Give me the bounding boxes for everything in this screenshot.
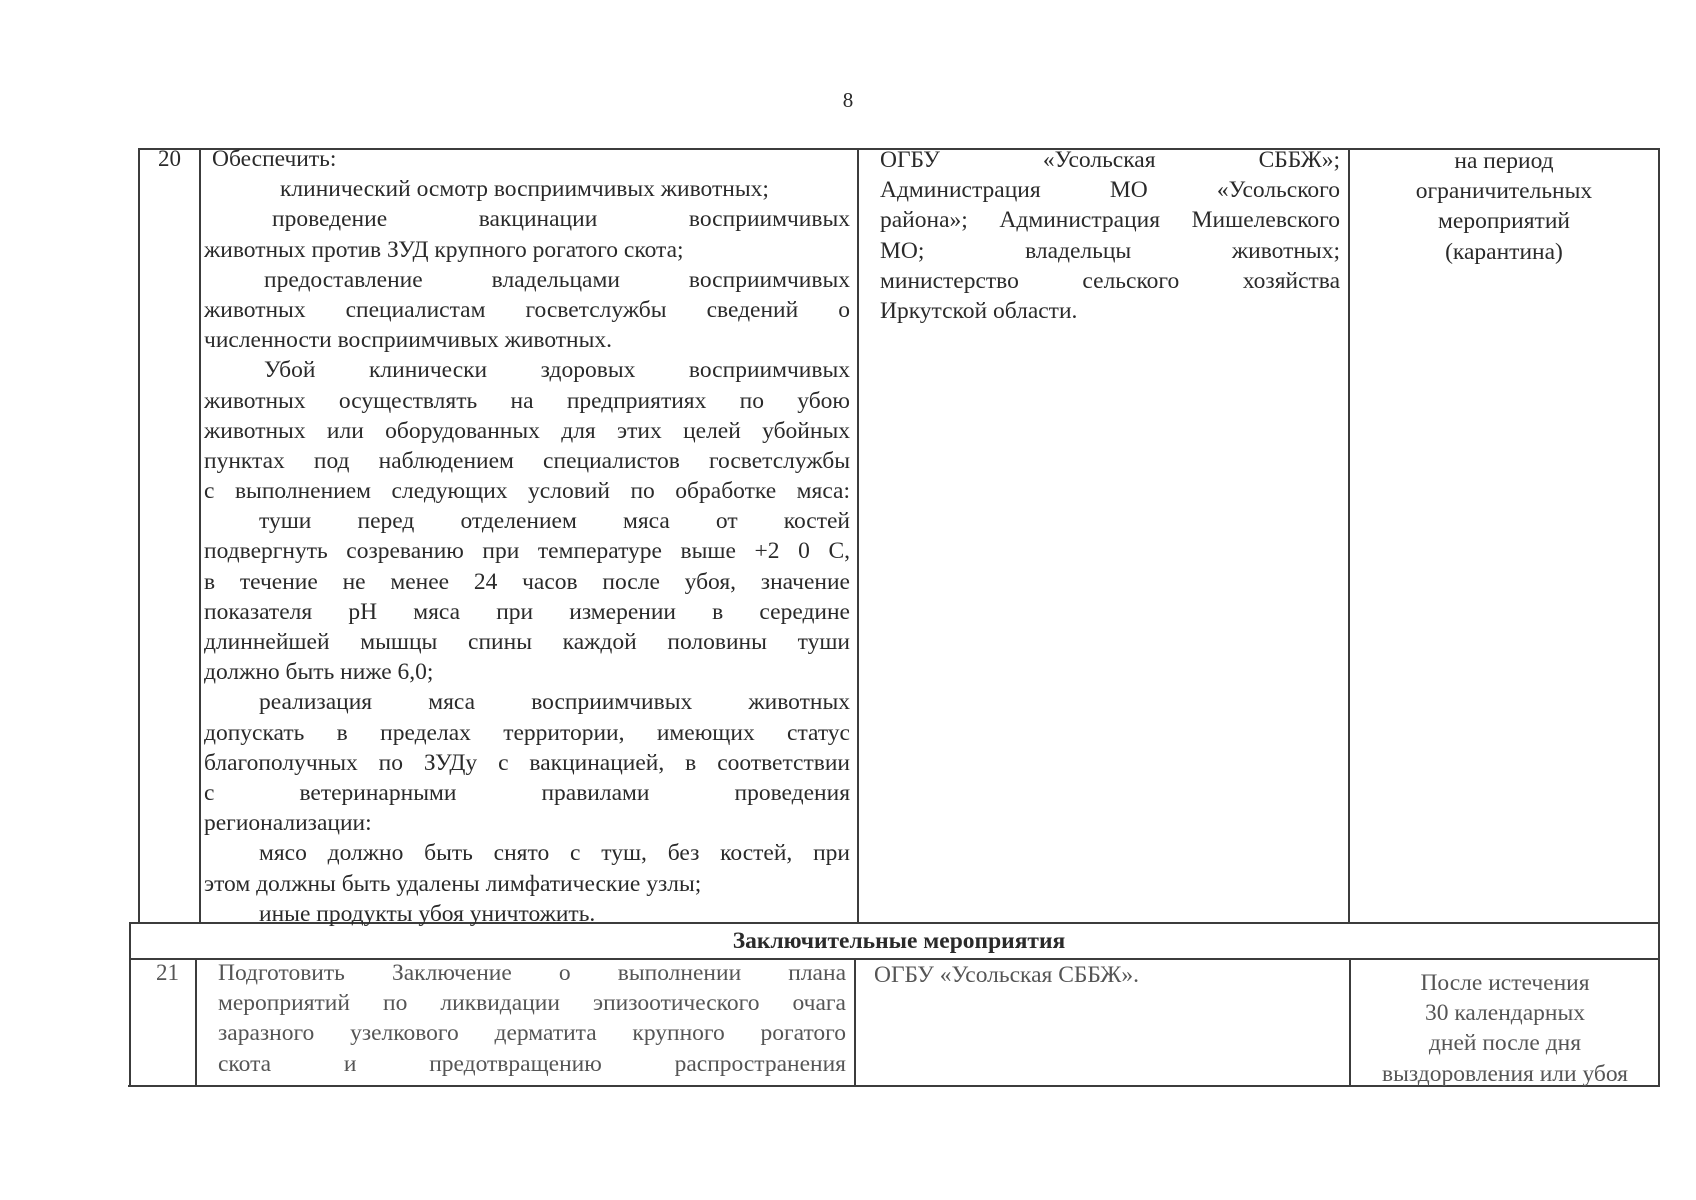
- measures-line: регионализации:: [204, 810, 372, 837]
- deadline-line: мероприятий: [1438, 208, 1570, 235]
- column-divider-responsible-lower: [1349, 958, 1351, 1086]
- measures-line: в течение не менее 24 часов после убоя, значение: [204, 568, 850, 595]
- measures-line: пунктах под наблюдением специалистов госветслужбы: [204, 447, 850, 474]
- measures-line: предоставление владельцами восприимчивых: [264, 266, 850, 293]
- page-number: 8: [842, 88, 854, 112]
- responsible-cell: [874, 960, 1334, 990]
- column-divider-responsible: [1348, 148, 1350, 922]
- deadline-cell: [1352, 146, 1656, 267]
- measures-line: численности восприимчивых животных.: [204, 327, 613, 354]
- deadline-line: 30 календарных: [1424, 1000, 1586, 1027]
- measures-line: допускать в пределах территории, имеющих статус: [204, 719, 850, 746]
- measures-line: благополучных по ЗУДу с вакцинацией, в соответствии: [204, 749, 850, 776]
- responsible-line: Администрация МО «Усольского: [880, 177, 1340, 204]
- measures-table: [138, 148, 1660, 1087]
- measures-cell: [204, 144, 850, 929]
- deadline-line: (карантина): [1445, 238, 1563, 265]
- measures-cell: [218, 958, 846, 1079]
- measures-line: этом должны быть удалены лимфатические узлы;: [204, 870, 702, 897]
- measures-line: Подготовить Заключение о выполнении плана: [218, 960, 846, 986]
- measures-line: показателя pH мяса при измерении в середине: [204, 598, 850, 625]
- row-number: 20: [158, 146, 181, 171]
- measures-line: проведение вакцинации восприимчивых: [272, 206, 850, 233]
- measures-line: должно быть ниже 6,0;: [204, 659, 434, 686]
- row-number: 21: [156, 960, 179, 985]
- section-title: Заключительные мероприятия: [732, 928, 1066, 954]
- column-divider-number: [199, 148, 201, 922]
- measures-line: туши перед отделением мяса от костей: [259, 508, 850, 535]
- deadline-line: ограничительных: [1415, 178, 1593, 205]
- table-left-border: [138, 148, 140, 922]
- responsible-line: министерство сельского хозяйства: [880, 267, 1340, 294]
- deadline-cell: [1352, 968, 1658, 1089]
- responsible-line: Иркутской области.: [880, 297, 1078, 324]
- measures-line: с ветеринарными правилами проведения: [204, 779, 850, 806]
- deadline-line: на период: [1454, 148, 1554, 174]
- measures-line: клинический осмотр восприимчивых животных;: [280, 176, 769, 203]
- column-divider-measures: [857, 148, 859, 922]
- measures-line: иные продукты убоя уничтожить.: [259, 900, 596, 927]
- column-divider-number-lower: [195, 958, 197, 1086]
- measures-line: Обеспечить:: [212, 146, 337, 172]
- responsible-line: ОГБУ «Усольская СББЖ».: [874, 962, 1139, 988]
- responsible-line: ОГБУ «Усольская СББЖ»;: [880, 147, 1340, 173]
- measures-line: мясо должно быть снято с туш, без костей, при: [259, 840, 850, 867]
- measures-line: реализация мяса восприимчивых животных: [259, 689, 850, 716]
- measures-line: животных или оборудованных для этих целей убойных: [204, 417, 850, 444]
- measures-line: длиннейшей мышцы спины каждой половины туши: [204, 629, 850, 655]
- measures-line: животных специалистам госветслужбы сведений о: [204, 296, 850, 323]
- measures-line: животных осуществлять на предприятиях по убою: [204, 387, 850, 414]
- deadline-line: дней после дня: [1428, 1030, 1582, 1057]
- measures-line: животных против ЗУД крупного рогатого скота;: [204, 236, 684, 263]
- responsible-cell: [880, 145, 1340, 326]
- responsible-line: МО; владельцы животных;: [880, 237, 1340, 264]
- measures-line: подвергнуть созреванию при температуре выше +2 0 С,: [204, 538, 850, 565]
- measures-line: мероприятий по ликвидации эпизоотического очага: [218, 990, 846, 1017]
- column-divider-measures-lower: [854, 958, 856, 1086]
- measures-line: заразного узелкового дерматита крупного рогатого: [218, 1020, 846, 1047]
- measures-line: Убой клинически здоровых восприимчивых: [264, 357, 850, 384]
- measures-line: с выполнением следующих условий по обработке мяса:: [204, 478, 850, 505]
- deadline-line: После истечения: [1420, 970, 1590, 996]
- measures-line: скота и предотвращению распространения: [218, 1050, 846, 1077]
- responsible-line: района»; Администрация Мишелевского: [880, 207, 1340, 234]
- table-left-border-lower: [129, 922, 131, 1087]
- deadline-line: выздоровления или убоя: [1382, 1060, 1628, 1087]
